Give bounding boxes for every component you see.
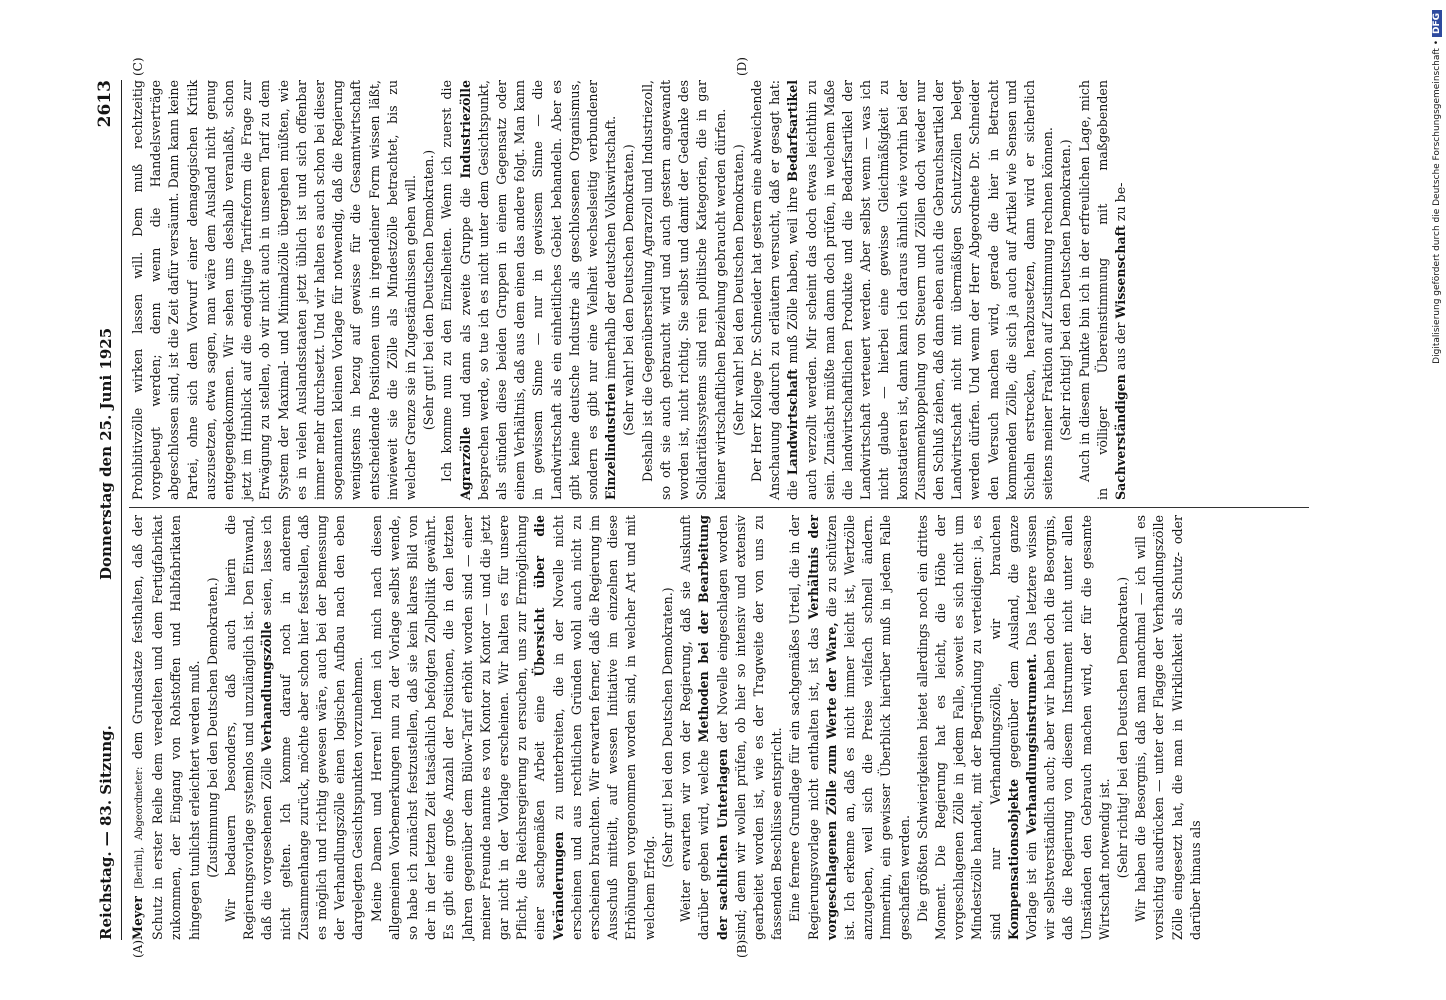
rotated-document-page — [95, 57, 1325, 960]
text: innerhalb der deutschen Volkswirtschaft. — [603, 115, 619, 380]
emphasis: Industriezölle — [457, 80, 473, 179]
emphasis: Bedarfsartikel — [785, 80, 801, 182]
header-date: Donnerstag den 25. Juni 1925 — [97, 327, 115, 580]
dfg-badge: DFG — [1432, 10, 1442, 37]
reaction: (Sehr richtig! bei den Deutschen Demokraten.) — [1058, 139, 1074, 441]
column-divider — [129, 507, 1309, 508]
text: der Novelle eingeschlagen worden sind; denn wir wollen prüfen, ob hier so intensiv und extensiv gearbeitet worden ist, wie es der Tragweite der von uns zu fassenden Beschlüsse entspricht. — [714, 515, 785, 940]
text: dem Grundsatze festhalten, daß der Schutz in erster Reihe dem veredelten und dem Fertigfabrikat zukommen, der Eingang von Rohstoffen und Halbfabrikaten hingegen tunlichst erleichtert werden muß. — [130, 515, 202, 940]
paragraph — [1076, 80, 1131, 500]
reaction: (Sehr gut! bei den Deutschen Demokraten.) — [421, 149, 437, 431]
emphasis: Verhandlungszölle — [259, 621, 275, 752]
paragraph: Deshalb ist die Gegenüberstellung Agrarzoll und Industriezoll, so oft sie auch gebraucht wird und auch gestern angewandt worden ist, nicht richtig. Sie selbst und damit der Gedanke des Solidaritätssystems sind rein politische Kategorien, die in gar keiner wirtschaftlichen Beziehung gebraucht werden dürfen. — [639, 80, 728, 500]
emphasis: Übersicht über die Veränderungen — [532, 515, 566, 940]
text: Die größten Schwierigkeiten bietet allerdings noch ein drittes Moment. Die Regierung hat es leicht, die Höhe der vorgeschlagenen Zölle in jedem Falle, soweit es sich nicht um Mindestzölle handelt, mit der Begründung zu verteidigen: ja, es sind nur Verhandlungszölle, wir brauchen — [914, 515, 1003, 940]
margin-mark-b: (B) — [735, 939, 749, 958]
emphasis: Einzelindustrien — [603, 383, 619, 500]
paragraph: Prohibitivzölle wirken lassen will. Dem muß rechtzeitig vorgebeugt werden; denn wenn die Handelsverträge abgeschlossen sind, ist die Zeit dafür versäumt. Dann kann keine Partei, ohne sich dem Vorwurf einer demagogischen Kritik auszusetzen, etwa sagen, man wäre dem Ausland nicht genug entgegengekommen. Wir sehen uns deshalb veranlaßt, schon jetzt im Hinblick auf die endgültige Tarifreform die Frage zur Erwägung zu stellen, ob wir nicht auch in unserem Tarif zu dem System der Maximal- und Minimalzölle übergehen müßten, wie es in vielen Auslandsstaaten jetzt üblich ist und sich offenbar immer mehr durchsetzt. Und wir halten es auch schon bei dieser sogenannten kleinen Vorlage für notwendig, daß die Regierung wenigstens in bezug auf gewisse für die Gesamtwirtschaft entscheidende Positionen uns in irgendeiner Form wissen läßt, inwieweit sie die Zölle als Mindestzölle betrachtet, bis zu welcher Grenze sie in Zugeständnissen gehen will. — [130, 80, 419, 500]
margin-mark-a: (A) — [131, 939, 145, 958]
speaker-note: [Berlin], Abgeordneter: — [134, 766, 145, 889]
text: gegenüber dem Ausland, die ganze Vorlage ist ein — [1005, 515, 1039, 940]
emphasis: Sachverständigen — [1112, 374, 1128, 500]
text: seien, lasse ich nicht gelten. Ich komme darauf noch in anderem Zusammenhange zurück, möchte aber schon hier feststellen, daß es möglich und richtig gewesen wäre, auch bei der Bemessung der Verhandlungszölle einen logischen Aufbau nach den eben dargelegten Gesichtspunkten vorzunehmen. — [259, 515, 366, 940]
emphasis: Landwirtschaft — [785, 368, 801, 476]
text: Weiter erwarten wir von der Regierung, daß sie Auskunft darüber geben wird, welche — [678, 515, 712, 940]
text: muß Zölle haben, weil ihre — [785, 186, 801, 364]
credit-line — [1432, 10, 1446, 990]
paragraph — [748, 80, 1057, 500]
paragraph — [438, 80, 620, 500]
text: Eine fernere Grundlage für ein sachgemäßes Urteil, die in der Regierungsvorlage nicht enthalten ist, ist das — [787, 515, 821, 940]
reaction: (Sehr gut! bei den Deutschen Demokraten.) — [659, 587, 675, 868]
text: Meine Damen und Herren! Indem ich mich nach diesen allgemeinen Vorbemerkungen nun zu der Vorlage selbst wende, so habe ich zunächst festzustellen, daß sie kein klares Bild von der in der letzten Zeit tatsächlich befolgten Zollpolitik gewährt. Es gibt eine große Anzahl der Positionen, die in den letzten Jahren gegenüber dem Bülow-Tarif erhöht worden sind — einer meiner Freunde nannte es von Kontor zu Kontor — und die jetzt gar nicht in der Vorlage erscheinen. Wir halten es für unsere Pflicht, die Reichsregierung zu ersuchen, uns zur Ermöglichung einer sachgemäßen Arbeit eine — [368, 515, 548, 940]
paragraph — [222, 515, 368, 940]
paragraph — [368, 515, 659, 940]
margin-mark-d: (D) — [735, 57, 749, 76]
column-right — [129, 80, 1309, 500]
text: Auch in diesem Punkte bin ich in der erfreulichen Lage, mich in völliger Übereinstimmung mit maßgebenden — [1076, 80, 1110, 500]
header-session: Reichstag. — 83. Sitzung. — [97, 725, 115, 940]
emphasis: Agrarzölle — [457, 426, 473, 500]
emphasis: Wissenschaft — [1112, 225, 1128, 319]
paragraph — [129, 515, 204, 940]
reaction: (Sehr wahr! bei den Deutschen Demokraten.) — [621, 144, 637, 436]
text: und dann als zweite Gruppe die — [457, 187, 473, 418]
paragraph — [914, 515, 1114, 940]
header-rule — [121, 80, 122, 940]
emphasis: Methoden bei der Bearbeitung der sachlichen Unterlagen — [696, 515, 730, 940]
emphasis: Verhältnis der vorgeschlagenen Zölle zum Werte der Ware, — [805, 515, 839, 940]
text: zu unterbreiten, die in der Novelle nicht erscheinen und aus rechtlichen Gründen wohl auch nicht zu erscheinen brauchten. Wir erwarten ferner, daß die Regierung im Ausschuß mitteilt, auf wessen Initiative im einzelnen diese Erhöhungen vorgenommen worden sind, in welcher Art und mit welchem Erfolg. — [550, 515, 657, 940]
reaction: (Zustimmung bei den Deutschen Demokraten.) — [204, 577, 220, 878]
emphasis: Kompensationsobjekte — [1005, 778, 1021, 940]
text: zu be- — [1112, 182, 1128, 222]
text: besprechen werde, so tue ich es nicht unter dem Gesichtspunkt, als stünden diese beiden Gruppen in einem Gegensatz oder einem Verhältnis, daß aus dem einen das andere folgt. Man kann in gewissem Sinne — nur in gewissem Sinne — die Landwirtschaft als ein einheitliches Gebiet behandeln. Aber es gibt keine deutsche Industrie als geschlossenen Organismus, sondern es gibt nur eine Vielheit wechselseitig verbundener — [475, 80, 601, 500]
reaction: (Sehr wahr! bei den Deutschen Demokraten.) — [730, 144, 746, 436]
text: Wir bedauern besonders, daß auch hierin die Regierungsvorlage systemlos und unzulänglich ist. Den Einwand, daß die vorgesehenen Zölle — [223, 515, 275, 940]
text: die zu schützen ist. Ich erkenne an, daß es nicht immer leicht ist, Wertzölle anzugeben, weil sich die Preise vielfach schnell ändern. Immerhin, ein gewisser Überblick hierüber muß in jedem Falle geschaffen werden. — [823, 515, 912, 940]
margin-mark-c: (C) — [131, 57, 145, 76]
digitization-credit — [1418, 10, 1442, 990]
paragraph: Wir haben die Besorgnis, daß man manchmal — ich will es vorsichtig ausdrücken — unter der Flagge der Verhandlungszölle Zölle eingesetzt hat, die man in Wirklichkeit als Schutz- oder darüber hinaus als — [1133, 515, 1203, 940]
text: Ich komme nun zu den Einzelheiten. Wenn ich zuerst die — [439, 80, 455, 482]
speaker-name: Meyer — [130, 896, 145, 940]
text: auch verzollt werden. Mir scheint das doch etwas leichthin zu sein. Zunächst müßte man dann doch prüfen, in welchem Maße die landwirtschaftlichen Produkte und die Bedarfsartikel der Landwirtschaft verteuert werden. Aber selbst wenn — was ich nicht glaube — hierbei eine gewisse Gleichmäßigkeit zu konstatieren ist, dann kann ich daraus ähnlich wie vorhin bei der Zusammenkoppelung von Steuern und Zöllen doch wieder nur den Schluß ziehen, daß dann eben auch die Gebrauchsartikel der Landwirtschaft nicht mit übermäßigen Schutzzöllen belegt werden dürfen. Und wenn der Herr Abgeordnete Dr. Schneider den Versuch machen wird, gerade die hier in Betracht kommenden Zölle, die sich ja auch auf Artikel wie Sensen und Sicheln erstrecken, herabzusetzen, dann wird er sicherlich seitens meiner Fraktion auf Zustimmung rechnen können. — [803, 80, 1056, 500]
text: Das letztere wissen wir selbstverständlich auch; aber wir haben doch die Besorgnis, daß die Regierung von diesem Instrument nicht unter allen Umständen den Gebrauch machen wird, der für die gesamte Wirtschaft notwendig ist. — [1023, 515, 1112, 940]
text: aus der — [1112, 322, 1128, 371]
credit-text: Digitalisierung gefördert durch die Deutsche Forschungsgemeinschaft • — [1432, 39, 1442, 364]
emphasis: Verhandlungsinstrument. — [1023, 653, 1039, 835]
reaction: (Sehr richtig! bei den Deutschen Demokraten.) — [1114, 576, 1130, 879]
text: Der Herr Kollege Dr. Schneider hat gestern eine abweichende Anschauung dadurch zu erläutern versucht, daß er gesagt hat: die — [748, 80, 801, 500]
page-header — [95, 80, 121, 960]
paragraph — [677, 515, 786, 940]
paragraph — [786, 515, 913, 940]
column-left — [129, 515, 1309, 940]
header-page-number: 2613 — [95, 80, 115, 128]
